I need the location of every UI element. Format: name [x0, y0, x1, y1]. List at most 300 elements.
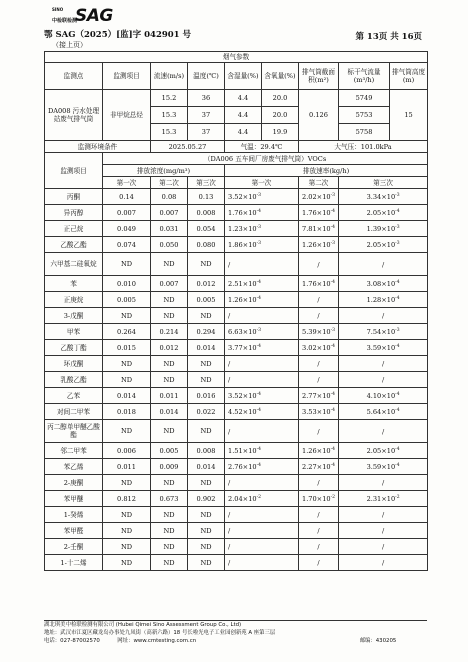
voc-rate [225, 372, 299, 388]
voc-rate [339, 388, 428, 404]
voc-rate [225, 356, 299, 372]
voc-compound: 丙二醇单甲醚乙酸酯 [45, 420, 103, 443]
rate-base: / [317, 312, 320, 320]
rate-base: 1.26×10 [302, 447, 331, 455]
flow-value: 5753 [339, 107, 390, 124]
rate-base: / [381, 543, 385, 551]
voc-conc: ND [151, 523, 188, 539]
param-header: 标干气流量(m³/h) [339, 63, 390, 90]
table-row [45, 507, 428, 523]
footer-phone: 电话：027-87002570 [44, 638, 100, 644]
rate-base: 2.05×10 [366, 241, 396, 249]
rate-base: 1.70×10 [302, 495, 331, 503]
rate-exponent: -3 [256, 328, 261, 333]
table-row [45, 475, 428, 491]
voc-rate [299, 404, 339, 420]
voc-conc: 0.007 [151, 276, 188, 292]
voc-conc: ND [103, 420, 151, 443]
rate-base: / [381, 511, 385, 519]
table-row [45, 189, 428, 205]
rate-base: 5.64×10 [366, 408, 396, 416]
voc-compound: 邻二甲苯 [45, 443, 103, 459]
rate-base: 3.34×10 [366, 193, 396, 201]
voc-rate [299, 443, 339, 459]
rate-base: / [381, 376, 385, 384]
rate-base: 3.02×10 [302, 344, 331, 352]
voc-rate [339, 507, 428, 523]
section-title: 烟气参数 [45, 52, 428, 63]
voc-rate [339, 340, 428, 356]
rate-exponent: -4 [256, 392, 261, 397]
voc-compound: 苯甲醛 [45, 523, 103, 539]
param-value: 19.9 [262, 124, 299, 141]
voc-rate [299, 539, 339, 555]
voc-rate [225, 475, 299, 491]
voc-conc: ND [103, 523, 151, 539]
voc-rate [339, 292, 428, 308]
voc-conc: 0.005 [151, 443, 188, 459]
voc-rate [299, 276, 339, 292]
voc-compound: 2-壬酮 [45, 539, 103, 555]
voc-rate [299, 189, 339, 205]
voc-rate [225, 523, 299, 539]
rate-base: 3.08×10 [366, 280, 396, 288]
voc-conc: ND [103, 539, 151, 555]
voc-conc: 0.08 [151, 189, 188, 205]
rate-exponent: -4 [395, 296, 400, 301]
table-row [45, 177, 428, 189]
voc-rate [225, 443, 299, 459]
voc-rate [299, 372, 339, 388]
voc-conc: 0.005 [103, 292, 151, 308]
logo-small-text: SINO [52, 7, 64, 12]
voc-item-header: 监测项目 [45, 153, 103, 189]
rate-base: / [317, 427, 320, 436]
voc-rate [339, 221, 428, 237]
voc-rate [225, 491, 299, 507]
voc-rate [339, 459, 428, 475]
voc-rate [225, 292, 299, 308]
voc-rate [299, 491, 339, 507]
voc-conc: ND [188, 555, 225, 571]
rate-exponent: -4 [395, 463, 400, 468]
rate-base: 2.77×10 [302, 392, 331, 400]
voc-compound: 2-庚酮 [45, 475, 103, 491]
voc-compound: 乳酸乙酯 [45, 372, 103, 388]
voc-rate [225, 555, 299, 571]
voc-rate [339, 523, 428, 539]
voc-conc: ND [188, 372, 225, 388]
voc-rate [299, 388, 339, 404]
rate-base: 1.26×10 [228, 296, 257, 304]
voc-rate [299, 555, 339, 571]
conditions-label: 监测环境条件 [45, 141, 151, 153]
logo-cn-text: 中检联检测 [52, 18, 78, 24]
table-row [45, 52, 428, 63]
voc-conc: ND [188, 308, 225, 324]
rate-base: 1.51×10 [228, 447, 257, 455]
rate-base: / [381, 312, 385, 320]
voc-conc: 0.014 [188, 459, 225, 475]
voc-conc: 0.673 [151, 491, 188, 507]
voc-conc: ND [151, 475, 188, 491]
voc-rate-header: 排放速率(kg/h) [225, 165, 428, 177]
rate-base: 2.04×10 [228, 495, 257, 503]
rate-base: 2.51×10 [228, 280, 257, 288]
table-row [45, 205, 428, 221]
table-row [45, 141, 428, 153]
voc-rate [299, 459, 339, 475]
rate-base: / [228, 559, 231, 567]
voc-rate [299, 420, 339, 443]
param-header: 排气筒高度(m) [390, 63, 428, 90]
voc-rate [299, 292, 339, 308]
voc-conc: ND [151, 420, 188, 443]
rate-base: 3.52×10 [228, 392, 257, 400]
table-row [45, 253, 428, 276]
table-row [45, 420, 428, 443]
param-value: 4.4 [225, 124, 262, 141]
voc-conc: 0.080 [188, 237, 225, 253]
footer-company: 湖北琪美中检联检测有限公司 (Hubei Qimei Sino Assessment Group Co., Ltd) [44, 622, 242, 628]
voc-conc: 0.011 [151, 388, 188, 404]
voc-conc: ND [103, 475, 151, 491]
rate-base: 1.76×10 [302, 280, 331, 288]
rate-base: / [381, 360, 385, 368]
voc-rate [339, 475, 428, 491]
voc-rate [225, 308, 299, 324]
voc-rate [225, 459, 299, 475]
rate-base: / [228, 511, 231, 519]
voc-conc: ND [103, 555, 151, 571]
table-row [45, 292, 428, 308]
voc-compound: 乙酸乙酯 [45, 237, 103, 253]
voc-compound: 正庚烷 [45, 292, 103, 308]
table-row [45, 340, 428, 356]
voc-compound: 异丙醇 [45, 205, 103, 221]
param-header: 排气筒截面积(m²) [299, 63, 339, 90]
voc-conc: 0.049 [103, 221, 151, 237]
voc-conc: 0.054 [188, 221, 225, 237]
voc-rate [225, 221, 299, 237]
stack-area: 0.126 [299, 90, 339, 141]
voc-rate [339, 539, 428, 555]
param-value: 37 [188, 124, 225, 141]
param-value: 4.4 [225, 107, 262, 124]
voc-conc: ND [151, 507, 188, 523]
conditions-temp: 气温：29.4℃ [225, 141, 299, 153]
footer-contact [44, 637, 427, 645]
voc-conc: ND [188, 253, 225, 276]
voc-conc: 0.014 [188, 340, 225, 356]
rate-base: / [381, 260, 385, 269]
table-row [45, 308, 428, 324]
rate-base: / [317, 296, 320, 304]
table-row [45, 523, 428, 539]
voc-rate [299, 308, 339, 324]
voc-conc: 0.008 [188, 205, 225, 221]
voc-conc: 0.010 [103, 276, 151, 292]
voc-rate [339, 443, 428, 459]
rate-base: / [317, 511, 320, 519]
rate-base: / [228, 527, 231, 535]
voc-rate [339, 372, 428, 388]
voc-conc: 0.014 [103, 388, 151, 404]
voc-rate [225, 388, 299, 404]
voc-rate [339, 189, 428, 205]
rate-base: / [228, 543, 231, 551]
voc-rate [299, 340, 339, 356]
voc-conc: 0.011 [103, 459, 151, 475]
rate-base: 1.39×10 [366, 225, 396, 233]
voc-conc: 0.031 [151, 221, 188, 237]
voc-rate [225, 205, 299, 221]
run-header: 第一次 [225, 177, 299, 189]
voc-compound: 乙酸丁酯 [45, 340, 103, 356]
voc-conc: 0.074 [103, 237, 151, 253]
rate-base: 2.05×10 [366, 447, 396, 455]
voc-conc: ND [188, 539, 225, 555]
param-value: 15.3 [151, 107, 188, 124]
rate-exponent: -4 [395, 447, 400, 452]
voc-conc: 0.009 [151, 459, 188, 475]
param-value: 20.0 [262, 107, 299, 124]
monitoring-table [44, 51, 428, 571]
rate-base: 4.10×10 [366, 392, 396, 400]
stack-height: 15 [390, 90, 428, 141]
voc-rate [339, 237, 428, 253]
voc-conc: ND [103, 356, 151, 372]
voc-compound: 苯甲醚 [45, 491, 103, 507]
table-row [45, 63, 428, 90]
param-header: 监测点 [45, 63, 103, 90]
voc-conc: ND [151, 555, 188, 571]
rate-base: / [381, 527, 385, 535]
rate-exponent: -4 [330, 280, 335, 285]
table-row [45, 90, 428, 107]
rate-exponent: -4 [330, 225, 335, 230]
param-value: 36 [188, 90, 225, 107]
run-header: 第二次 [299, 177, 339, 189]
voc-conc: ND [188, 420, 225, 443]
conditions-date: 2025.05.27 [151, 141, 225, 153]
voc-conc: 0.007 [151, 205, 188, 221]
voc-rate [299, 253, 339, 276]
rate-base: / [381, 559, 385, 567]
conditions-pressure: 大气压：101.0kPa [299, 141, 428, 153]
voc-conc: 0.214 [151, 324, 188, 340]
rate-base: 4.52×10 [228, 408, 257, 416]
voc-title: （DA006 五车间厂房废气排气筒）VOCs [103, 153, 428, 165]
rate-base: / [317, 559, 320, 567]
voc-rate [339, 555, 428, 571]
voc-rate [299, 205, 339, 221]
voc-conc: ND [151, 372, 188, 388]
voc-rate [225, 253, 299, 276]
voc-rate [225, 340, 299, 356]
voc-compound: 对间二甲苯 [45, 404, 103, 420]
voc-rate [225, 237, 299, 253]
rate-base: / [317, 376, 320, 384]
voc-conc: 0.016 [188, 388, 225, 404]
voc-rate [225, 539, 299, 555]
run-header: 第三次 [339, 177, 428, 189]
table-row [45, 491, 428, 507]
rate-exponent: -4 [256, 280, 261, 285]
rate-base: 1.26×10 [302, 241, 331, 249]
voc-conc: 0.022 [188, 404, 225, 420]
voc-conc: 0.012 [188, 276, 225, 292]
voc-conc: ND [151, 539, 188, 555]
rate-base: / [228, 479, 231, 487]
table-row [45, 539, 428, 555]
footer-website: 网址：www.cmtesting.com.cn [117, 638, 197, 644]
rate-exponent: -4 [395, 344, 400, 349]
voc-conc: ND [188, 475, 225, 491]
rate-base: / [228, 260, 231, 269]
table-row [45, 356, 428, 372]
rate-exponent: -3 [330, 328, 335, 333]
rate-exponent: -4 [330, 209, 335, 214]
rate-exponent: -4 [395, 280, 400, 285]
param-header: 含湿量(%) [225, 63, 262, 90]
table-row [45, 237, 428, 253]
voc-conc: 0.008 [188, 443, 225, 459]
report-footer [44, 620, 427, 645]
voc-rate [225, 420, 299, 443]
voc-conc: 0.902 [188, 491, 225, 507]
param-header: 温度(℃) [188, 63, 225, 90]
voc-conc: 0.812 [103, 491, 151, 507]
voc-rate [339, 308, 428, 324]
rate-exponent: -4 [395, 392, 400, 397]
voc-compound: 乙苯 [45, 388, 103, 404]
voc-compound: 苯 [45, 276, 103, 292]
table-row [45, 459, 428, 475]
voc-conc: 0.015 [103, 340, 151, 356]
voc-compound: 六甲基二硅氧烷 [45, 253, 103, 276]
voc-conc-header: 排放浓度(mg/m³) [103, 165, 225, 177]
table-row [45, 555, 428, 571]
rate-exponent: -4 [256, 209, 261, 214]
rate-base: 1.23×10 [228, 225, 257, 233]
voc-conc: 0.007 [103, 205, 151, 221]
rate-base: 1.76×10 [228, 209, 257, 217]
rate-base: / [317, 260, 320, 269]
rate-base: / [228, 360, 231, 368]
run-header: 第一次 [103, 177, 151, 189]
rate-exponent: -3 [395, 225, 400, 230]
table-row [45, 221, 428, 237]
voc-rate [225, 189, 299, 205]
voc-rate [339, 356, 428, 372]
table-row [45, 276, 428, 292]
voc-rate [299, 324, 339, 340]
voc-rate [339, 324, 428, 340]
voc-conc: ND [103, 372, 151, 388]
voc-conc: 0.264 [103, 324, 151, 340]
voc-compound: 1-十二烯 [45, 555, 103, 571]
voc-conc: ND [188, 356, 225, 372]
rate-base: 3.53×10 [302, 408, 331, 416]
rate-base: 5.39×10 [302, 328, 331, 336]
rate-base: 2.02×10 [302, 193, 331, 201]
param-header: 监测项目 [103, 63, 151, 90]
rate-exponent: -3 [256, 241, 261, 246]
voc-rate [299, 221, 339, 237]
voc-conc: ND [151, 292, 188, 308]
run-header: 第二次 [151, 177, 188, 189]
voc-compound: 丙酮 [45, 189, 103, 205]
voc-conc: ND [151, 356, 188, 372]
page-indicator: 第 13页 共 16页 [355, 32, 422, 42]
rate-exponent: -3 [256, 193, 261, 198]
rate-base: 7.81×10 [302, 225, 331, 233]
flow-value: 5749 [339, 90, 390, 107]
rate-exponent: -3 [256, 225, 261, 230]
voc-compound: 甲苯 [45, 324, 103, 340]
rate-exponent: -2 [256, 495, 261, 500]
rate-base: 2.31×10 [366, 495, 396, 503]
rate-base: 2.05×10 [366, 209, 396, 217]
rate-base: 3.52×10 [228, 193, 257, 201]
table-row [45, 165, 428, 177]
voc-conc: 0.006 [103, 443, 151, 459]
rate-base: / [228, 376, 231, 384]
voc-rate [299, 523, 339, 539]
table-row [45, 324, 428, 340]
voc-conc: 0.018 [103, 404, 151, 420]
monitoring-item: 非甲烷总烃 [103, 90, 151, 141]
param-value: 4.4 [225, 90, 262, 107]
rate-base: / [228, 312, 231, 320]
voc-rate [299, 475, 339, 491]
voc-rate [299, 237, 339, 253]
voc-rate [299, 507, 339, 523]
rate-exponent: -4 [256, 344, 261, 349]
rate-exponent: -3 [330, 241, 335, 246]
voc-rate [339, 491, 428, 507]
rate-exponent: -4 [256, 296, 261, 301]
rate-base: / [317, 360, 320, 368]
rate-exponent: -4 [395, 209, 400, 214]
voc-conc: 0.13 [188, 189, 225, 205]
voc-conc: 0.014 [151, 404, 188, 420]
rate-exponent: -4 [256, 447, 261, 452]
footer-postcode: 邮编：430205 [359, 638, 397, 644]
rate-exponent: -4 [330, 408, 335, 413]
voc-compound: 1-癸烯 [45, 507, 103, 523]
rate-exponent: -3 [395, 193, 400, 198]
logo-big-text: SAG [75, 6, 113, 26]
voc-rate [225, 276, 299, 292]
voc-conc: ND [103, 253, 151, 276]
rate-base: / [317, 543, 320, 551]
rate-exponent: -4 [330, 447, 335, 452]
param-value: 15.3 [151, 124, 188, 141]
table-row [45, 372, 428, 388]
voc-rate [339, 420, 428, 443]
rate-base: 3.59×10 [366, 463, 396, 471]
rate-base: / [381, 479, 385, 487]
param-value: 20.0 [262, 90, 299, 107]
rate-base: 1.86×10 [228, 241, 257, 249]
rate-base: 6.63×10 [228, 328, 257, 336]
voc-rate [339, 253, 428, 276]
voc-compound: 3-戊酮 [45, 308, 103, 324]
voc-compound: 苯乙烯 [45, 459, 103, 475]
voc-compound: 正己烷 [45, 221, 103, 237]
